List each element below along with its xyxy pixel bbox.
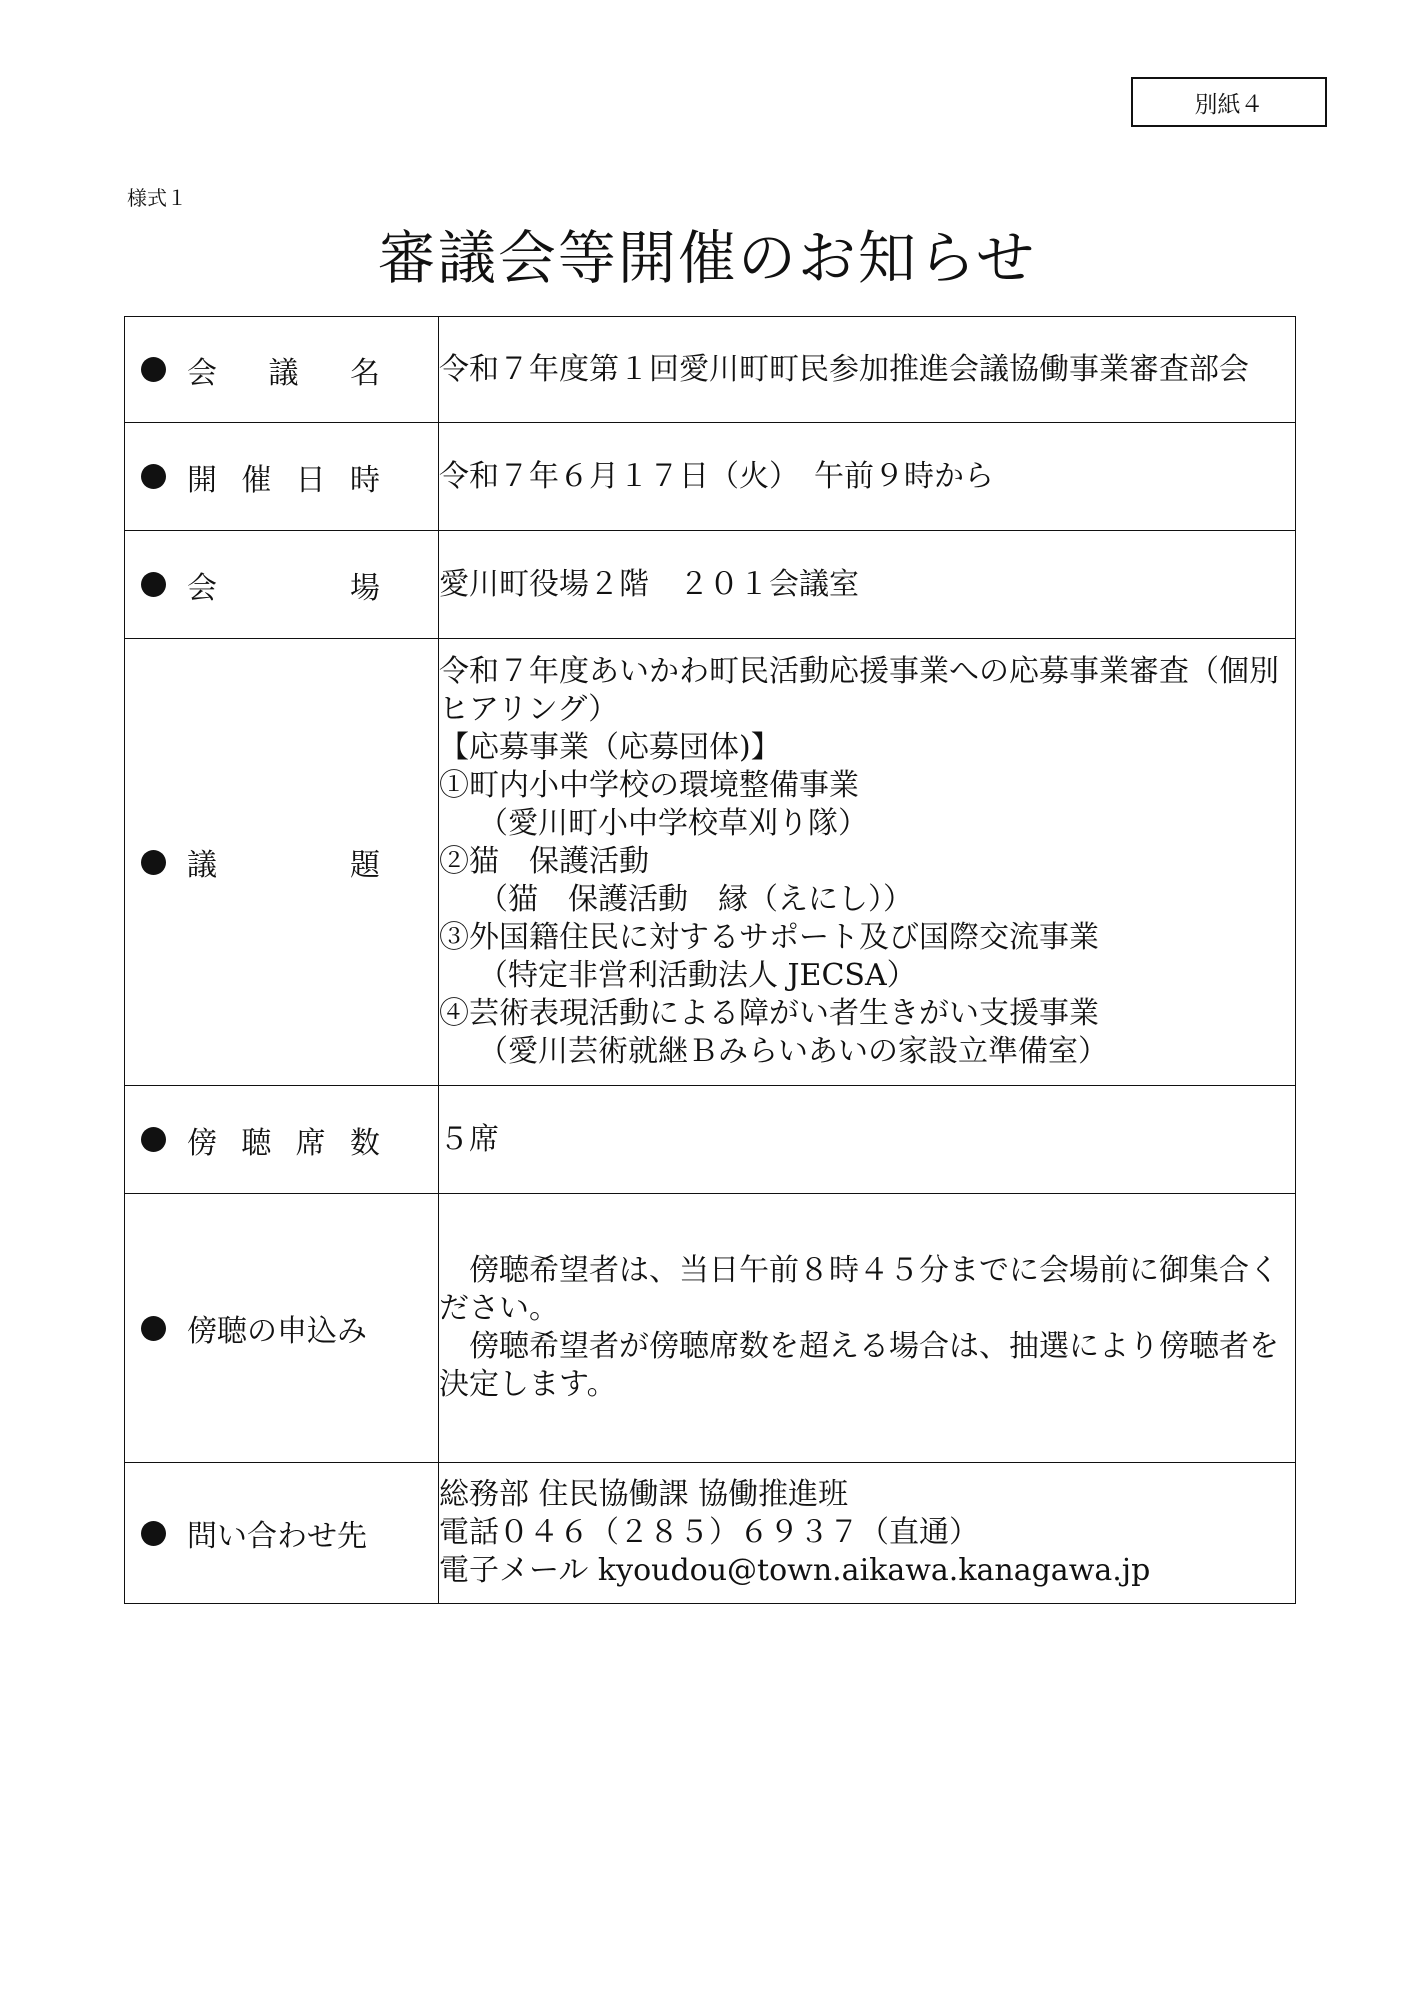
value-venue: 愛川町役場２階 ２０１会議室 <box>439 531 1296 639</box>
label-seats: 傍 聴 席 数 <box>187 1125 380 1161</box>
label-application: 傍聴の申込み <box>187 1314 367 1349</box>
agenda-item-title: ③外国籍住民に対するサポート及び国際交流事業 <box>439 920 1099 955</box>
value-application <box>439 1194 1296 1463</box>
bullet-icon <box>141 464 166 489</box>
agenda-item-title: ④芸術表現活動による障がい者生きがい支援事業 <box>439 996 1099 1031</box>
label-meeting-name: 会 議 名 <box>187 355 380 391</box>
row-application <box>125 1194 1296 1463</box>
bullet-icon <box>141 1316 166 1341</box>
value-meeting-name: 令和７年度第１回愛川町町民参加推進会議協働事業審査部会 <box>439 317 1296 423</box>
attachment-label: 別紙４ <box>1131 77 1327 127</box>
agenda-item-title: ②猫 保護活動 <box>439 844 649 879</box>
bullet-icon <box>141 572 166 597</box>
value-datetime: 令和７年６月１７日（火） 午前９時から <box>439 423 1296 531</box>
bullet-icon <box>141 1521 166 1546</box>
value-agenda <box>439 639 1296 1086</box>
application-paragraph: 傍聴希望者は、当日午前８時４５分までに会場前に御集合ください。 <box>439 1253 1279 1326</box>
page-title: 審議会等開催のお知らせ <box>377 224 1037 292</box>
agenda-item-group: （猫 保護活動 縁（えにし）） <box>478 882 913 917</box>
row-contact <box>125 1463 1296 1604</box>
agenda-intro: 令和７年度あいかわ町民活動応援事業への応募事業審査（個別ヒアリング） <box>439 654 1279 727</box>
application-paragraph: 傍聴希望者が傍聴席数を超える場合は、抽選により傍聴者を決定します。 <box>439 1329 1279 1402</box>
row-meeting-name <box>125 317 1296 423</box>
bullet-icon <box>141 1127 166 1152</box>
form-number: 様式１ <box>127 186 187 210</box>
label-datetime: 開 催 日 時 <box>187 462 380 498</box>
label-agenda: 議 題 <box>187 848 380 883</box>
contact-phone: 電話０４６（２８５）６９３７（直通） <box>439 1515 979 1550</box>
bullet-icon <box>141 357 166 382</box>
meeting-info-table <box>124 316 1296 1604</box>
bullet-icon <box>141 850 166 875</box>
contact-email: 電子メール kyoudou@town.aikawa.kanagawa.jp <box>439 1553 1151 1588</box>
agenda-item-group: （特定非営利活動法人 JECSA） <box>478 958 917 993</box>
value-contact <box>439 1463 1296 1604</box>
agenda-item-group: （愛川町小中学校草刈り隊） <box>478 806 868 841</box>
row-datetime <box>125 423 1296 531</box>
row-agenda <box>125 639 1296 1086</box>
row-seats <box>125 1086 1296 1194</box>
agenda-item-title: ①町内小中学校の環境整備事業 <box>439 768 859 803</box>
label-contact: 問い合わせ先 <box>187 1519 367 1554</box>
label-venue: 会 場 <box>187 570 380 606</box>
agenda-heading: 【応募事業（応募団体)】 <box>439 730 781 765</box>
contact-department: 総務部 住民協働課 協働推進班 <box>439 1477 849 1512</box>
row-venue <box>125 531 1296 639</box>
value-seats: ５席 <box>439 1086 1296 1194</box>
agenda-item-group: （愛川芸術就継Ｂみらいあいの家設立準備室） <box>478 1034 1108 1069</box>
